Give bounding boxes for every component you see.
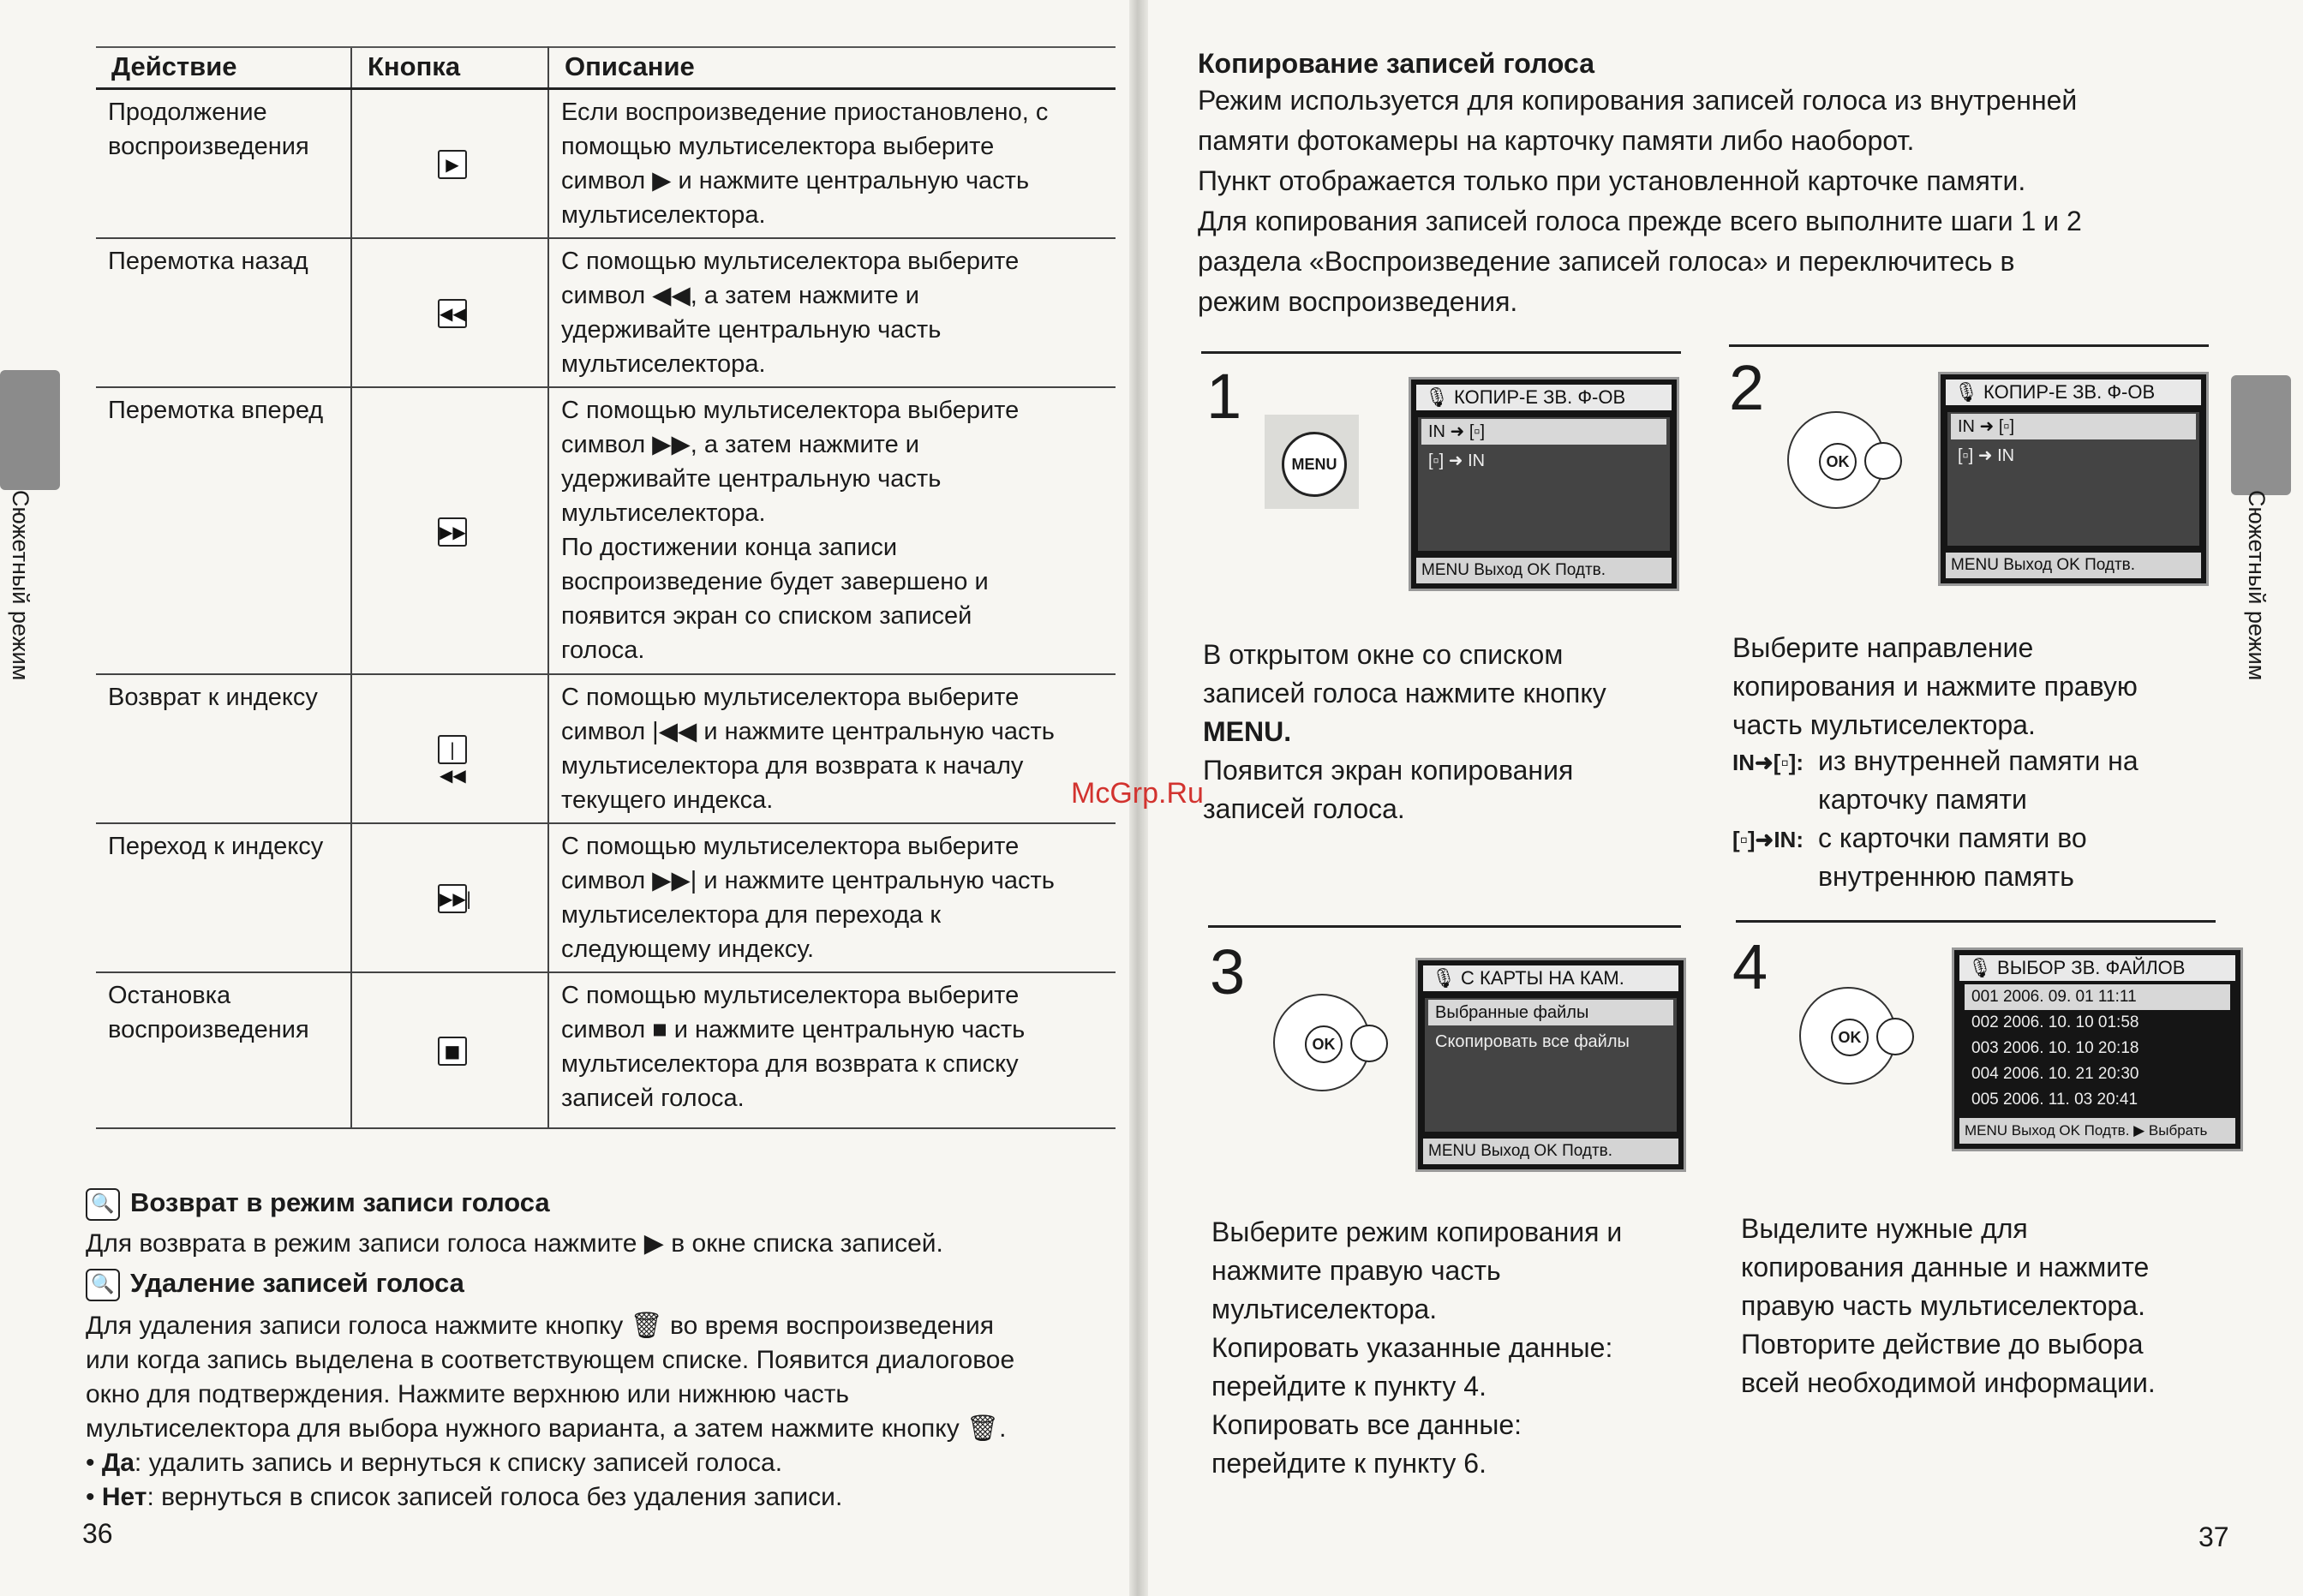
right-press-indicator (1876, 1018, 1914, 1055)
desc-line: нажмите правую часть (1211, 1255, 1501, 1286)
screen-footer: MENU Выход OK Подтв. ▶ Выбрать (1959, 1118, 2235, 1144)
desc-line: Копировать указанные данные: (1211, 1332, 1613, 1363)
description-cell (548, 823, 1116, 972)
ok-button-icon: OK (1831, 1019, 1869, 1056)
menu-button-icon: MENU (1282, 432, 1347, 497)
screen-title: 🎙 КОПИР-Е ЗВ. Ф-ОВ (1416, 385, 1672, 410)
description-line: С помощью мультиселектора выберите (561, 684, 1020, 711)
screen-row: IN ➜ [▫] (1951, 414, 2196, 439)
desc-line: Появится экран копирования (1203, 755, 1574, 786)
section-title: Копирование записей голоса (1198, 48, 1595, 79)
description-cell (548, 387, 1116, 674)
desc-line: перейдите к пункту 6. (1211, 1448, 1486, 1479)
description-line: С помощью мультиселектора выберите (561, 833, 1020, 860)
action-cell: Продолжение воспроизведения (96, 89, 351, 239)
button-cell (351, 238, 548, 387)
note-return-text: Для возврата в режим записи голоса нажмите ▶ в окне списка записей. (86, 1229, 943, 1258)
description-line: удерживайте центральную часть (561, 316, 942, 344)
table-row (96, 89, 1116, 239)
intro-line: Для копирования записей голоса прежде всего выполните шаги 1 и 2 (1198, 206, 2082, 236)
section-tab (0, 370, 60, 490)
bullet-yes-text: : удалить запись и вернуться к списку записей голоса. (134, 1449, 783, 1477)
file-row: 005 2006. 11. 03 20:41 (1971, 1091, 2138, 1109)
file-row: 001 2006. 09. 01 11:11 (1965, 984, 2230, 1010)
screen-row: Выбранные файлы (1428, 1000, 1673, 1025)
description-line: мультиселектора. (561, 499, 766, 527)
intro-line: раздела «Воспроизведение записей голоса» и переключитесь в (1198, 246, 2015, 277)
step-2-screen (1938, 372, 2209, 586)
intro-line: Пункт отображается только при установленной карточке памяти. (1198, 165, 2026, 196)
description-line: символ |◀◀ и нажмите центральную часть (561, 718, 1055, 745)
note-delete-line: мультиселектора для выбора нужного варианта, а затем нажмите кнопку 🗑. (86, 1414, 1007, 1443)
description-line: символ ■ и нажмите центральную часть (561, 1016, 1026, 1043)
table-row (96, 972, 1116, 1128)
ok-button-icon: OK (1819, 443, 1857, 481)
desc-line: копирования и нажмите правую (1732, 671, 2138, 702)
description-line: мультиселектора для перехода к (561, 901, 942, 929)
option-internal-to-card (1732, 742, 1804, 782)
table-row (96, 387, 1116, 674)
note-delete-title: Удаление записей голоса (130, 1268, 464, 1298)
header-button: Кнопка (351, 47, 548, 89)
desc-line: В открытом окне со списком (1203, 639, 1564, 670)
description-cell (548, 89, 1116, 239)
step-1-rule (1201, 351, 1681, 354)
desc-line: внутреннюю память (1818, 861, 2074, 892)
note-return-title: Возврат в режим записи голоса (130, 1187, 550, 1217)
previous-index-icon: |◀◀ (438, 735, 467, 764)
step-4-number: 4 (1732, 931, 1768, 1002)
description-line: символ ◀◀, а затем нажмите и (561, 282, 919, 309)
desc-line: мультиселектора. (1211, 1294, 1438, 1324)
play-icon: ▶ (438, 150, 467, 179)
magnifier-note-icon: 🔍 (86, 1269, 120, 1301)
desc-line: правую часть мультиселектора. (1741, 1290, 2145, 1321)
description-line: помощью мультиселектора выберите (561, 133, 995, 160)
desc-line: Копировать все данные: (1211, 1409, 1522, 1440)
screen-title: 🎙 С КАРТЫ НА КАМ. (1423, 965, 1678, 991)
internal-to-card-icon: IN➜[▫]: (1732, 750, 1804, 775)
desc-line: перейдите к пункту 4. (1211, 1371, 1486, 1402)
menu-button-illustration (1265, 415, 1359, 509)
intro-line: Режим используется для копирования записей голоса из внутренней (1198, 85, 2078, 116)
controls-table (96, 46, 1116, 1129)
bullet-no: • Нет: вернуться в список записей голоса без удаления записи. (86, 1483, 843, 1511)
description-line: символ ▶▶| и нажмите центральную часть (561, 867, 1055, 894)
step-3-description (1211, 1213, 1622, 1483)
step-3-rule (1208, 925, 1681, 928)
rewind-icon: ◀◀ (438, 299, 467, 328)
step-3-number: 3 (1210, 936, 1246, 1007)
card-to-internal-icon: [▫]➜IN: (1732, 827, 1804, 852)
description-line: С помощью мультиселектора выберите (561, 248, 1020, 275)
step-3-screen (1415, 958, 1686, 1172)
button-cell (351, 387, 548, 674)
step-4-screen (1952, 947, 2243, 1151)
action-cell: Перемотка назад (96, 238, 351, 387)
description-line: мультиселектора. (561, 350, 766, 378)
bullet-no-label: Нет (101, 1483, 147, 1511)
desc-line: часть мультиселектора. (1732, 709, 2036, 740)
step-1-screen (1409, 377, 1679, 591)
file-row: 002 2006. 10. 10 01:58 (1971, 1013, 2139, 1031)
option-internal-to-card-text (1818, 742, 2138, 819)
step-4-description (1741, 1210, 2156, 1402)
action-cell: Переход к индексу (96, 823, 351, 972)
screen-title: 🎙 ВЫБОР ЗВ. ФАЙЛОВ (1959, 955, 2235, 981)
desc-line: Выберите направление (1732, 632, 2034, 663)
description-cell (548, 674, 1116, 823)
page-number-right: 37 (2198, 1521, 2229, 1552)
description-line: С помощью мультиселектора выберите (561, 982, 1020, 1009)
section-side-label: Сюжетный режим (2244, 490, 2270, 681)
action-cell: Возврат к индексу (96, 674, 351, 823)
description-line: воспроизведение будет завершено и (561, 568, 989, 595)
section-tab (2231, 375, 2291, 495)
table-row (96, 238, 1116, 387)
button-cell (351, 674, 548, 823)
bullet-yes: • Да: удалить запись и вернуться к списку записей голоса. (86, 1449, 783, 1477)
desc-line: из внутренней памяти на (1818, 745, 2138, 776)
ok-button-icon: OK (1305, 1025, 1343, 1063)
button-cell (351, 89, 548, 239)
action-cell: Перемотка вперед (96, 387, 351, 674)
description-line: следующему индексу. (561, 935, 814, 963)
stop-icon: ■ (438, 1037, 467, 1066)
description-line: записей голоса. (561, 1085, 745, 1112)
note-delete-paragraph (86, 1309, 1014, 1515)
intro-paragraph (1198, 81, 2082, 322)
screen-row: Скопировать все файлы (1435, 1032, 1630, 1051)
left-page (0, 0, 1138, 1596)
screen-row: [▫] ➜ IN (1428, 451, 1486, 470)
table-row (96, 823, 1116, 972)
note-delete-line: Для удаления записи голоса нажмите кнопку 🗑 во время воспроизведения (86, 1312, 994, 1340)
description-line: мультиселектора для возврата к началу (561, 752, 1024, 780)
page-number-left: 36 (82, 1518, 113, 1549)
desc-line: копирования данные и нажмите (1741, 1252, 2150, 1282)
desc-line: записей голоса нажмите кнопку (1203, 678, 1606, 708)
bullet-no-text: : вернуться в список записей голоса без удаления записи. (147, 1483, 843, 1511)
step-2-description (1732, 629, 2138, 744)
desc-line: всей необходимой информации. (1741, 1367, 2156, 1398)
watermark: McGrp.Ru (1071, 777, 1204, 810)
table-row (96, 674, 1116, 823)
button-cell (351, 972, 548, 1128)
note-return-heading (86, 1187, 550, 1221)
screen-footer: MENU Выход OK Подтв. (1423, 1139, 1678, 1164)
note-delete-line: окно для подтверждения. Нажмите верхнюю или нижнюю часть (86, 1380, 850, 1408)
description-cell (548, 238, 1116, 387)
multi-selector-illustration (1787, 411, 1885, 509)
option-card-to-internal-text (1818, 819, 2087, 896)
magnifier-note-icon: 🔍 (86, 1188, 120, 1221)
description-line: удерживайте центральную часть (561, 465, 942, 493)
right-press-indicator (1864, 442, 1902, 480)
desc-line: с карточки памяти во (1818, 822, 2087, 853)
desc-line: Выделите нужные для (1741, 1213, 2028, 1244)
step-1-number: 1 (1206, 361, 1242, 432)
description-line: голоса. (561, 637, 645, 664)
description-line: появится экран со списком записей (561, 602, 972, 630)
header-action: Действие (96, 47, 351, 89)
description-line: мультиселектора для возврата к списку (561, 1050, 1019, 1078)
option-card-to-internal (1732, 819, 1804, 859)
screen-row: [▫] ➜ IN (1958, 446, 2015, 465)
screen-footer: MENU Выход OK Подтв. (1416, 558, 1672, 583)
right-page (1138, 0, 2303, 1596)
description-line: текущего индекса. (561, 786, 774, 814)
intro-line: режим воспроизведения. (1198, 286, 1518, 317)
note-delete-heading (86, 1268, 464, 1301)
screen-title: 🎙 КОПИР-Е ЗВ. Ф-ОВ (1946, 380, 2201, 405)
step-2-number: 2 (1729, 352, 1765, 423)
right-press-indicator (1350, 1025, 1388, 1062)
desc-line: Повторите действие до выбора (1741, 1329, 2144, 1360)
description-line: С помощью мультиселектора выберите (561, 397, 1020, 424)
file-row: 003 2006. 10. 10 20:18 (1971, 1039, 2139, 1057)
desc-line: MENU. (1203, 716, 1292, 747)
description-line: символ ▶ и нажмите центральную часть (561, 167, 1030, 194)
next-index-icon: ▶▶| (438, 884, 467, 913)
description-cell (548, 972, 1116, 1128)
multi-selector-illustration (1273, 994, 1371, 1091)
button-cell (351, 823, 548, 972)
table-header-row (96, 47, 1116, 89)
intro-line: памяти фотокамеры на карточку памяти либо наоборот. (1198, 125, 1915, 156)
description-line: Если воспроизведение приостановлено, с (561, 99, 1049, 126)
file-row: 004 2006. 10. 21 20:30 (1971, 1065, 2139, 1083)
step-4-rule (1736, 920, 2216, 923)
header-description: Описание (548, 47, 1116, 89)
multi-selector-illustration (1799, 987, 1897, 1085)
screen-row: IN ➜ [▫] (1421, 419, 1666, 445)
step-1-description (1203, 636, 1606, 828)
note-delete-line: или когда запись выделена в соответствующем списке. Появится диалоговое (86, 1346, 1015, 1374)
fast-forward-icon: ▶▶ (438, 517, 467, 547)
desc-line: Выберите режим копирования и (1211, 1216, 1623, 1247)
section-side-label: Сюжетный режим (8, 490, 33, 681)
screen-footer: MENU Выход OK Подтв. (1946, 553, 2201, 578)
desc-line: карточку памяти (1818, 784, 2027, 815)
bullet-yes-label: Да (101, 1449, 135, 1477)
step-2-rule (1729, 344, 2209, 347)
description-line: мультиселектора. (561, 201, 766, 229)
action-cell: Остановка воспроизведения (96, 972, 351, 1128)
description-line: По достижении конца записи (561, 534, 898, 561)
description-line: символ ▶▶, а затем нажмите и (561, 431, 919, 458)
desc-line: записей голоса. (1203, 793, 1405, 824)
